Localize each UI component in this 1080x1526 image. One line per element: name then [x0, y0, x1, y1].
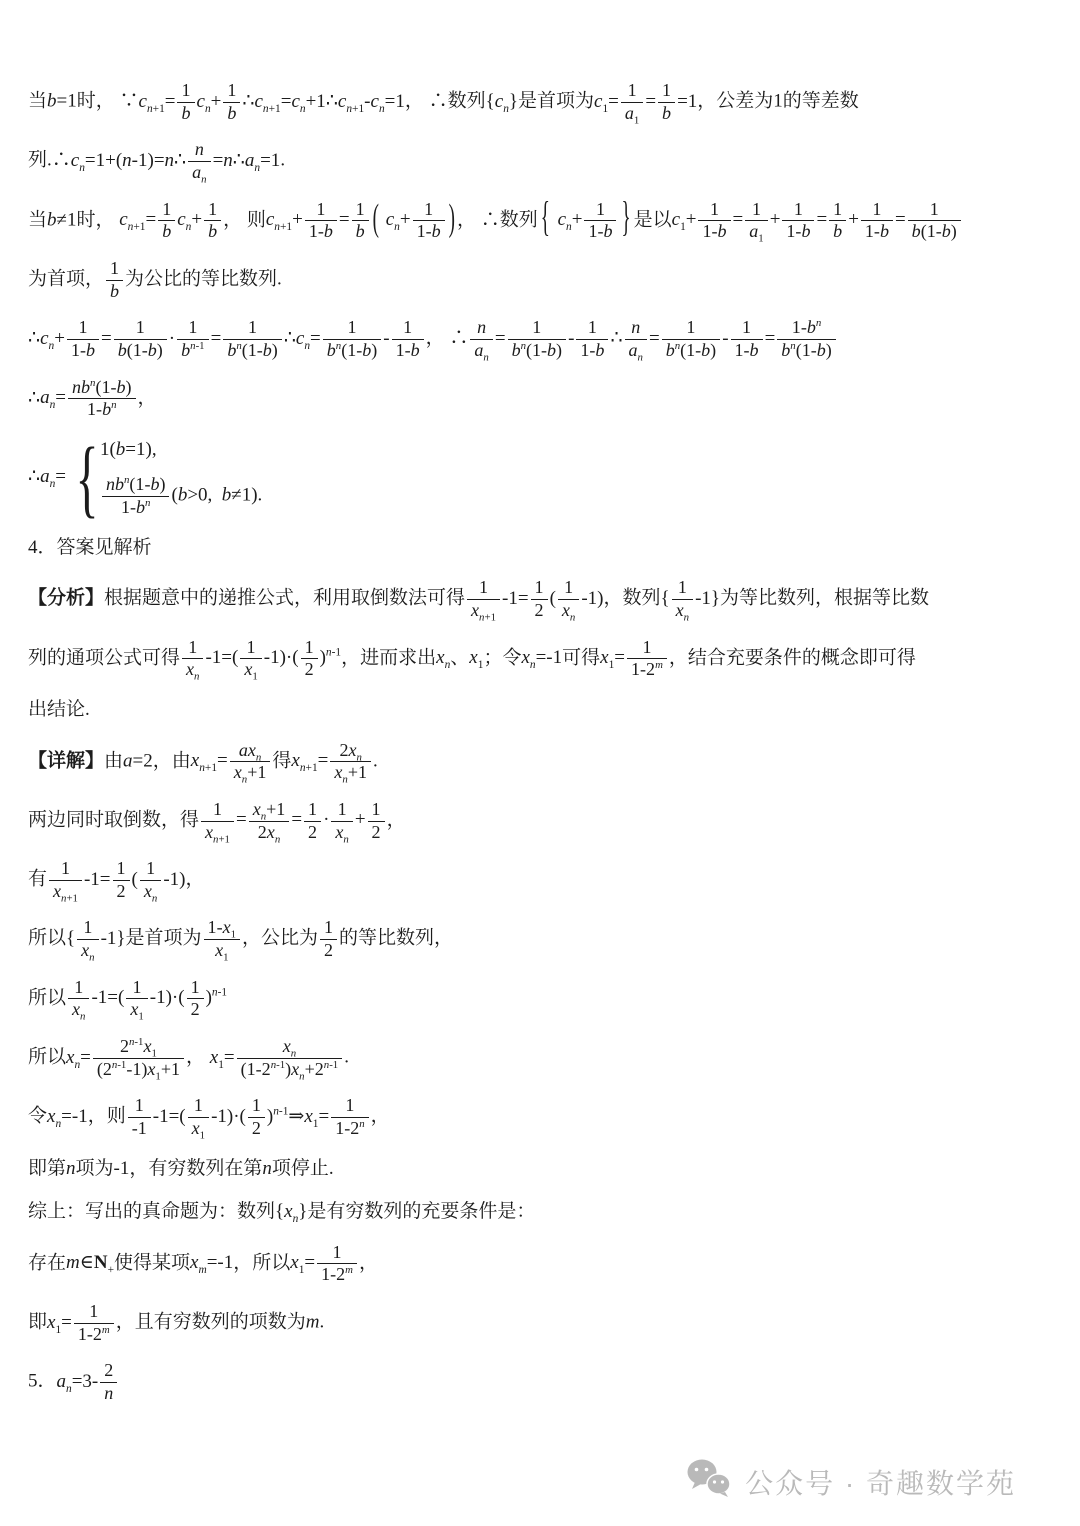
math-run: { $c_n+$ $\frac{1}{1-b}$ }	[540, 195, 631, 242]
text-run: 使得某项	[114, 1252, 191, 1274]
math-run: $c_n=1+(n-1)=n$	[70, 149, 175, 174]
text-run: ∴	[242, 90, 255, 112]
text-run: 4．答案见解析	[28, 536, 152, 558]
text-run: ，且有穷数列的项数为	[115, 1311, 306, 1333]
watermark-footer	[0, 1458, 1080, 1505]
text-run: 的等差数	[782, 90, 859, 112]
math-run: $x_1$	[469, 647, 484, 672]
text-run: ∴	[174, 149, 187, 171]
document-line	[28, 1036, 1054, 1083]
math-run: $c_1=$ $\frac{1}{a_1}$ = $\frac{1}{b}$ =1	[594, 80, 698, 127]
math-run: $a_n=$ { 1(b=1), $\frac{nb^n(1-b)}{1-b^n}$ (b>0, b≠1).	[40, 428, 263, 526]
text-run: ， ∴	[425, 327, 469, 349]
math-run: $\frac{1}{b}$	[104, 268, 125, 289]
text-run: .	[319, 1311, 325, 1333]
text-run: 为首项，	[28, 268, 105, 290]
math-run: $c_{n+1}=$ $\frac{1}{b}$ $c_n+$ $\frac{1}{b}$	[139, 91, 243, 112]
math-run: $x_{n+1}=$ $\frac{ax_n}{x_n+1}$	[191, 750, 273, 771]
text-run: ，则	[87, 1105, 126, 1127]
text-run: ，	[185, 868, 205, 890]
math-run: n	[262, 1157, 272, 1179]
document-line	[28, 1155, 1054, 1184]
text-run: ∴	[232, 149, 245, 171]
text-run: ；令	[483, 647, 522, 669]
math-run: { $\frac{1}{x_n}$ -1}	[660, 577, 721, 624]
math-run: b=1	[47, 90, 77, 112]
text-run: ，所以	[233, 1252, 291, 1274]
text-run: ，公差为	[697, 90, 774, 112]
text-run: 当	[28, 90, 48, 112]
document-line	[28, 798, 1054, 846]
document-line	[28, 1360, 1054, 1404]
text-run: ，	[137, 387, 157, 409]
math-run: a=2	[123, 750, 153, 772]
wechat-icon	[685, 1458, 733, 1505]
text-run: 时， ∵	[76, 90, 139, 112]
text-run: 的等比数列，	[339, 927, 454, 949]
text-run: .	[344, 1046, 349, 1068]
text-run: 5．	[28, 1370, 57, 1392]
math-run: $c_n=$ $\frac{1}{b^n(1-b)}$ - $\frac{1}{1-b}$	[296, 328, 426, 349]
document-line	[28, 534, 1054, 563]
math-run: $\frac{1}{x_n}$ -1=( $\frac{1}{x_1}$ -1)·( $\frac{1}{2}$ )$^{n-1}$	[66, 987, 227, 1008]
text-run: ，	[358, 1252, 378, 1274]
document-line	[28, 195, 1054, 245]
text-run: 两边同时取倒数，得	[28, 809, 200, 831]
text-run: .	[373, 750, 378, 772]
math-run: $x_1=$ $\frac{x_n}{(1-2^{n-1})x_n+2^{n-1}}$	[210, 1047, 344, 1068]
document-line	[28, 1198, 1054, 1227]
text-run: ∴	[610, 327, 623, 349]
text-run: 是有穷数列的充要条件是：	[307, 1201, 536, 1223]
text-run: ，结合充要条件的概念即可得	[668, 647, 916, 669]
document-line	[28, 577, 1054, 624]
text-run: 有	[28, 868, 48, 890]
document-line	[28, 428, 1054, 526]
math-run: $x_1=$ $\frac{1}{1-2^m}$	[290, 1252, 359, 1273]
text-run: 【分析】根据题意中的递推公式，利用取倒数法可得	[28, 587, 466, 609]
text-run: 可得	[562, 647, 601, 669]
text-run: ，	[370, 1105, 390, 1127]
text-run: 【详解】由	[28, 750, 124, 772]
document-line	[28, 696, 1054, 725]
math-run: $x_1=$ $\frac{1}{1-2^m}$	[47, 1312, 116, 1333]
math-run: $x_1=$ $\frac{1}{1-2^m}$	[600, 647, 669, 668]
math-run: $c_{n+1}=$ $\frac{1}{b}$ $c_n+$ $\frac{1}{b}$	[119, 209, 223, 230]
math-run: $\frac{n}{a_n}$ = $\frac{1}{b^n(1-b)}$ - $\frac{1}{1-b}$ = $\frac{1-b^n}{b^n(1-b)}$	[623, 328, 838, 349]
text-run: 即	[28, 1311, 48, 1333]
text-run: ∴	[325, 90, 338, 112]
text-run: 得	[272, 750, 292, 772]
text-run: 、	[450, 647, 470, 669]
text-run: 所以	[28, 987, 67, 1009]
text-run: ， ∴数列	[404, 90, 486, 112]
text-run: ，由	[152, 750, 191, 772]
math-run: $\frac{1}{2}$	[318, 928, 339, 949]
text-run: 是首项为	[518, 90, 595, 112]
document-line	[28, 1095, 1054, 1142]
watermark-label: 公众号 · 奇趣数学苑	[745, 1467, 1016, 1499]
text-run: ，	[186, 1046, 210, 1068]
document-line	[28, 917, 1054, 964]
document-line	[28, 740, 1054, 784]
math-run: $x_m=-1$	[190, 1252, 234, 1277]
text-run: ， 则	[223, 209, 266, 231]
math-run: $\frac{n}{a_n}$ =n	[186, 150, 233, 171]
math-run: $\{x_n\}$	[275, 1201, 308, 1226]
text-run: ，公比为	[242, 927, 319, 949]
math-run: $\frac{n}{a_n}$ = $\frac{1}{b^n(1-b)}$ - $\frac{1}{1-b}$	[468, 328, 610, 349]
math-run: $x_{n+1}=$ $\frac{2x_n}{x_n+1}$	[291, 750, 373, 771]
math-run: $\frac{1}{x_{n+1}}$ -1= $\frac{1}{2}$ ( $\frac{1}{x_n}$ -1)	[47, 869, 185, 890]
text-run: 为等比数列，根据等比数	[720, 587, 930, 609]
text-run: ∴	[28, 387, 41, 409]
text-run: 所以	[28, 927, 67, 949]
text-run: 时，	[76, 209, 120, 231]
text-run: 当	[28, 209, 48, 231]
math-run: $\frac{1}{-1}$ -1=( $\frac{1}{x_1}$ -1)·( $\frac{1}{2}$ )$^{n-1}\Rightarrow x_1=$ $\frac{1}{1-2^n}$	[126, 1106, 371, 1127]
math-run: $c_{n+1}=c_n+1$	[254, 90, 326, 115]
text-run: 即第	[28, 1157, 67, 1179]
math-run: $c_1+$ $\frac{1}{1-b}$ = $\frac{1}{a_1}$ + $\frac{1}{1-b}$ = $\frac{1}{b}$ + $\frac{1}{1-b}$ = $\frac{1}{b(1-b)}$	[672, 209, 963, 230]
math-run: $c_{n+1}+$ $\frac{1}{1-b}$ = $\frac{1}{b}$ ( $c_n+$ $\frac{1}{1-b}$ )	[265, 197, 455, 242]
text-run: ，进而求出	[341, 647, 437, 669]
math-run: $\frac{1-x_1}{x_1}$	[202, 928, 242, 949]
math-run: $a_n=$ $\frac{nb^n(1-b)}{1-b^n}$	[40, 387, 137, 408]
document-line	[28, 80, 1054, 127]
text-run: 为公比的等比数列.	[125, 268, 282, 290]
text-run: 是以	[633, 209, 672, 231]
text-run: 列.∴	[28, 149, 71, 171]
math-run: $a_n=1$	[244, 149, 281, 174]
document-line	[28, 976, 1054, 1024]
text-run: 列的通项公式可得	[28, 647, 181, 669]
math-run: $\frac{1}{x_{n+1}}$ -1= $\frac{1}{2}$ ( $\frac{1}{x_n}$ -1)	[465, 588, 603, 609]
math-run: $a_n=3-$ $\frac{2}{n}$	[57, 1371, 120, 1392]
text-run: ∴	[28, 327, 41, 349]
document-line	[28, 317, 1054, 364]
text-run: 所以	[28, 1046, 67, 1068]
math-run: $x_n$	[436, 647, 451, 672]
text-run: 项为-1，有穷数列在第	[75, 1157, 263, 1179]
math-run: m	[305, 1311, 320, 1333]
math-run: { $\frac{1}{x_n}$ -1}	[66, 917, 126, 964]
math-run: $x_n=-1$	[47, 1105, 88, 1130]
text-run: .	[280, 149, 286, 171]
text-run: ， ∴数列	[456, 209, 538, 231]
text-run: ，数列	[603, 587, 661, 609]
document-line	[28, 1242, 1054, 1286]
math-run: $m\in N_+$	[66, 1252, 114, 1277]
document-line	[28, 258, 1054, 302]
text-run: 存在	[28, 1252, 67, 1274]
document-line	[28, 637, 1054, 681]
document-line	[28, 858, 1054, 905]
document-line	[28, 377, 1054, 421]
text-run: 令	[28, 1105, 48, 1127]
math-run: $x_n=$ $\frac{2^{n-1}x_1}{(2^{n-1}-1)x_1+1}$	[66, 1047, 186, 1068]
document-line	[28, 139, 1054, 186]
math-run: $\{c_n\}$	[485, 90, 519, 115]
math-run: $\frac{1}{x_{n+1}}$ = $\frac{x_n+1}{2x_n}$ = $\frac{1}{2}$ · $\frac{1}{x_n}$ + $\frac{1}{2}$	[199, 809, 387, 830]
math-run: n	[66, 1157, 76, 1179]
math-run: $c_n+$ $\frac{1}{1-b}$ = $\frac{1}{b(1-b)}$ · $\frac{1}{b^{n-1}}$ = $\frac{1}{b^n(1-b)}$	[40, 328, 284, 349]
text-run: ∴	[28, 465, 41, 487]
text-run: 项停止.	[271, 1157, 334, 1179]
document-line	[28, 1301, 1054, 1345]
text-run: 综上：写出的真命题为：数列	[28, 1201, 276, 1223]
text-run: ，	[386, 809, 406, 831]
math-run: $c_{n+1}-c_n=1$	[337, 90, 405, 115]
text-run: 是首项为	[125, 927, 202, 949]
text-run: ∴	[283, 327, 296, 349]
math-run: $\frac{1}{x_n}$ -1=( $\frac{1}{x_1}$ -1)·( $\frac{1}{2}$ )$^{n-1}$	[180, 647, 341, 668]
text-run: 出结论.	[28, 699, 90, 721]
math-run: 1	[773, 90, 783, 112]
math-run: $x_n=-1$	[521, 647, 563, 672]
math-run: b≠1	[47, 209, 77, 231]
